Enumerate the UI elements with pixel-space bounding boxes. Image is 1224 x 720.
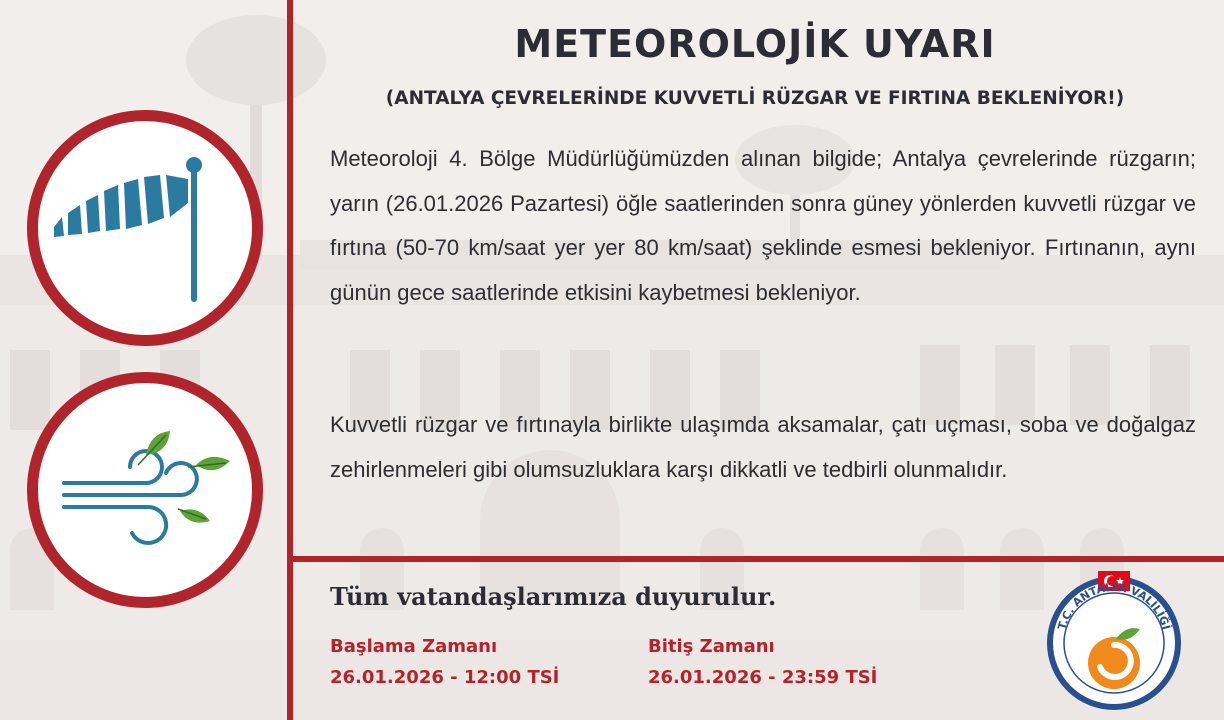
end-time-value: 26.01.2026 - 23:59 TSİ [648, 667, 878, 688]
paragraph-warning: Kuvvetli rüzgar ve fırtınayla birlikte ulaşımda aksamalar, çatı uçması, soba ve doğalgaz zehirlenmeleri gibi olumsuzluklara karşı dikkatli ve tedbirli olunmalıdır. [330, 412, 1196, 482]
announcement-text: Tüm vatandaşlarımıza duyurulur. [330, 582, 777, 611]
end-time-label: Bitiş Zamanı [648, 636, 775, 657]
windsock-circle [27, 110, 263, 346]
wind-leaves-icon [38, 383, 252, 597]
paragraph-forecast: Meteoroloji 4. Bölge Müdürlüğümüzden alınan bilgide; Antalya çevrelerinde rüzgarın; yarın (26.01.2026 Pazartesi) öğle saatlerinden sonra güney yönlerden kuvvetli rüzgar ve fırtına (50-70 km/saat yer yer 80 km/saat) şeklinde esmesi bekleniyor. Fırtınanın, aynı günün gece saatlerinde etkisini kaybetmesi bekleniyor. [330, 146, 1196, 305]
logo-text: T.C. ANTALYA VALİLİĞİ [1055, 580, 1173, 632]
page-subtitle: (ANTALYA ÇEVRELERİNDE KUVVETLİ RÜZGAR VE FIRTINA BEKLENİYOR!) [385, 88, 1125, 109]
start-time-value: 26.01.2026 - 12:00 TSİ [330, 667, 560, 688]
wind-leaves-circle [27, 372, 263, 608]
vertical-divider [287, 0, 293, 720]
antalya-valiligi-logo [1042, 567, 1186, 711]
windsock-icon [38, 121, 252, 335]
page-title: METEOROLOJİK UYARI [514, 22, 996, 66]
start-time-label: Başlama Zamanı [330, 636, 498, 657]
horizontal-divider [287, 556, 1224, 562]
